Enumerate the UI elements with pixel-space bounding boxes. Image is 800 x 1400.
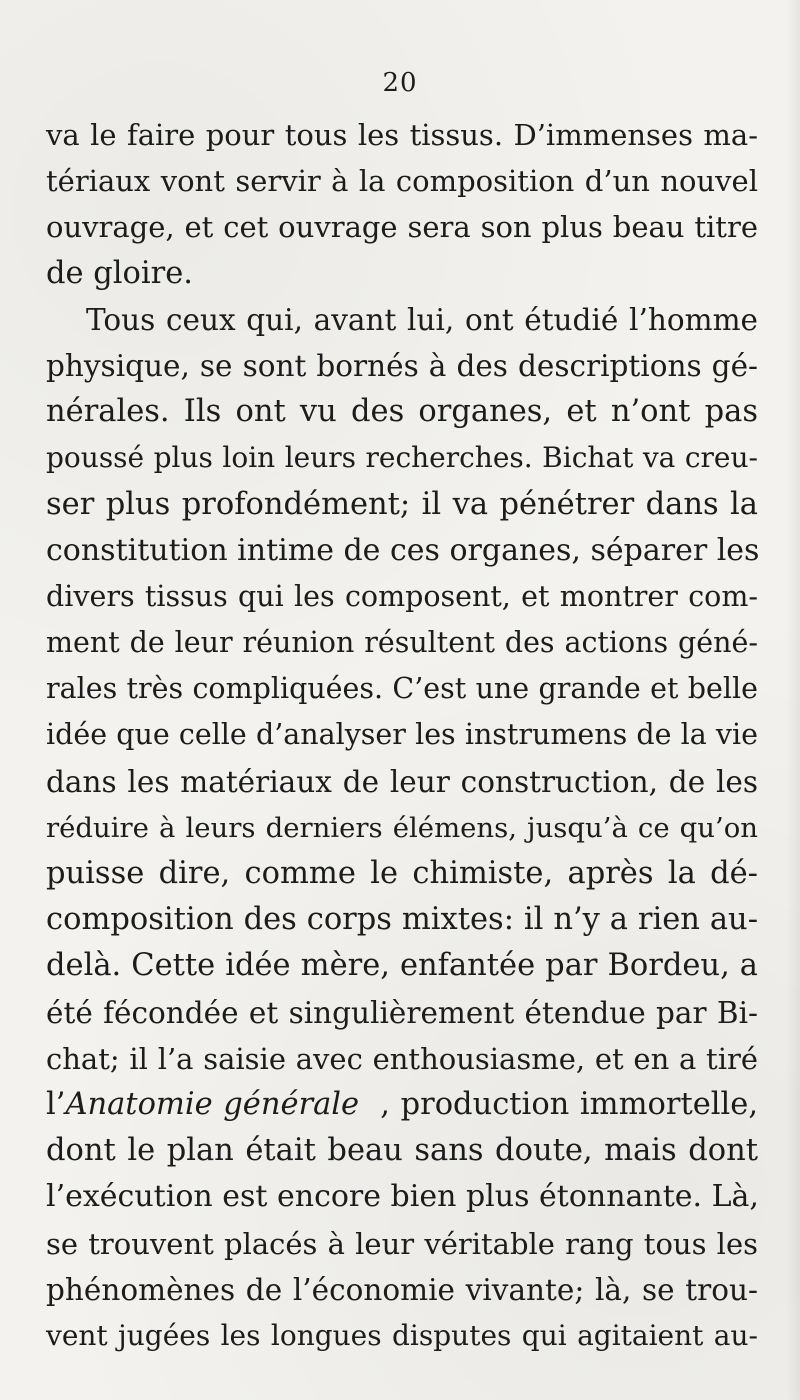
text-line: dont le plan était beau sans doute, mais dont — [46, 1133, 758, 1169]
text-line: constitution intime de ces organes, séparer les — [46, 532, 760, 568]
page-edge-shadow — [786, 0, 800, 1400]
text-fragment: l’ — [46, 1086, 66, 1122]
text-line: réduire à leurs derniers élémens, jusqu’à ce qu’on — [46, 811, 758, 844]
text-line: rales très compliquées. C’est une grande et belle — [46, 672, 758, 706]
text-fragment: , production immortelle, — [380, 1086, 759, 1122]
text-line: vent jugées les longues disputes qui agitaient au- — [46, 1318, 758, 1352]
text-line: va le faire pour tous les tissus. D’immenses ma- — [46, 118, 758, 152]
paragraph-start-line: Tous ceux qui, avant lui, ont étudié l’homme — [86, 302, 758, 337]
text-line: composition des corps mixtes: il n’y a rien au- — [46, 902, 758, 938]
text-line: puisse dire, comme le chimiste, après la dé- — [46, 856, 758, 891]
text-line: ment de leur réunion résultent des actions géné- — [46, 626, 758, 660]
text-line: été fécondée et singulièrement étendue par Bi- — [46, 995, 758, 1030]
text-line: chat; il l’a saisie avec enthousiasme, et en a tiré — [46, 1041, 758, 1076]
text-line: phénomènes de l’économie vivante; là, se trou- — [46, 1272, 758, 1307]
text-line: nérales. Ils ont vu des organes, et n’ont pas — [46, 394, 758, 430]
text-line: tériaux vont servir à la composition d’un nouvel — [46, 164, 758, 199]
text-line: divers tissus qui les composent, et montrer com- — [46, 579, 758, 613]
paragraph-end-line: de gloire. — [46, 255, 193, 291]
text-line-with-title — [46, 1082, 758, 1128]
text-line: physique, se sont bornés à des descriptions gé- — [46, 348, 758, 383]
body-text — [46, 112, 758, 1359]
text-line: delà. Cette idée mère, enfantée par Bordeu, a — [46, 948, 758, 984]
text-line: se trouvent placés à leur véritable rang tous les — [46, 1226, 758, 1261]
text-line: ser plus profondément; il va pénétrer dans la — [46, 486, 758, 522]
text-line: poussé plus loin leurs recherches. Bichat va creu- — [46, 441, 758, 475]
book-title-italic: Anatomie générale — [65, 1086, 360, 1122]
text-line: dans les matériaux de leur construction, de les — [46, 764, 758, 799]
text-line: idée que celle d’analyser les instrumens de la vie — [46, 718, 758, 752]
text-line: l’exécution est encore bien plus étonnante. Là, — [46, 1179, 759, 1215]
text-line: ouvrage, et cet ouvrage sera son plus beau titre — [46, 210, 758, 245]
page-number: 20 — [382, 68, 418, 98]
